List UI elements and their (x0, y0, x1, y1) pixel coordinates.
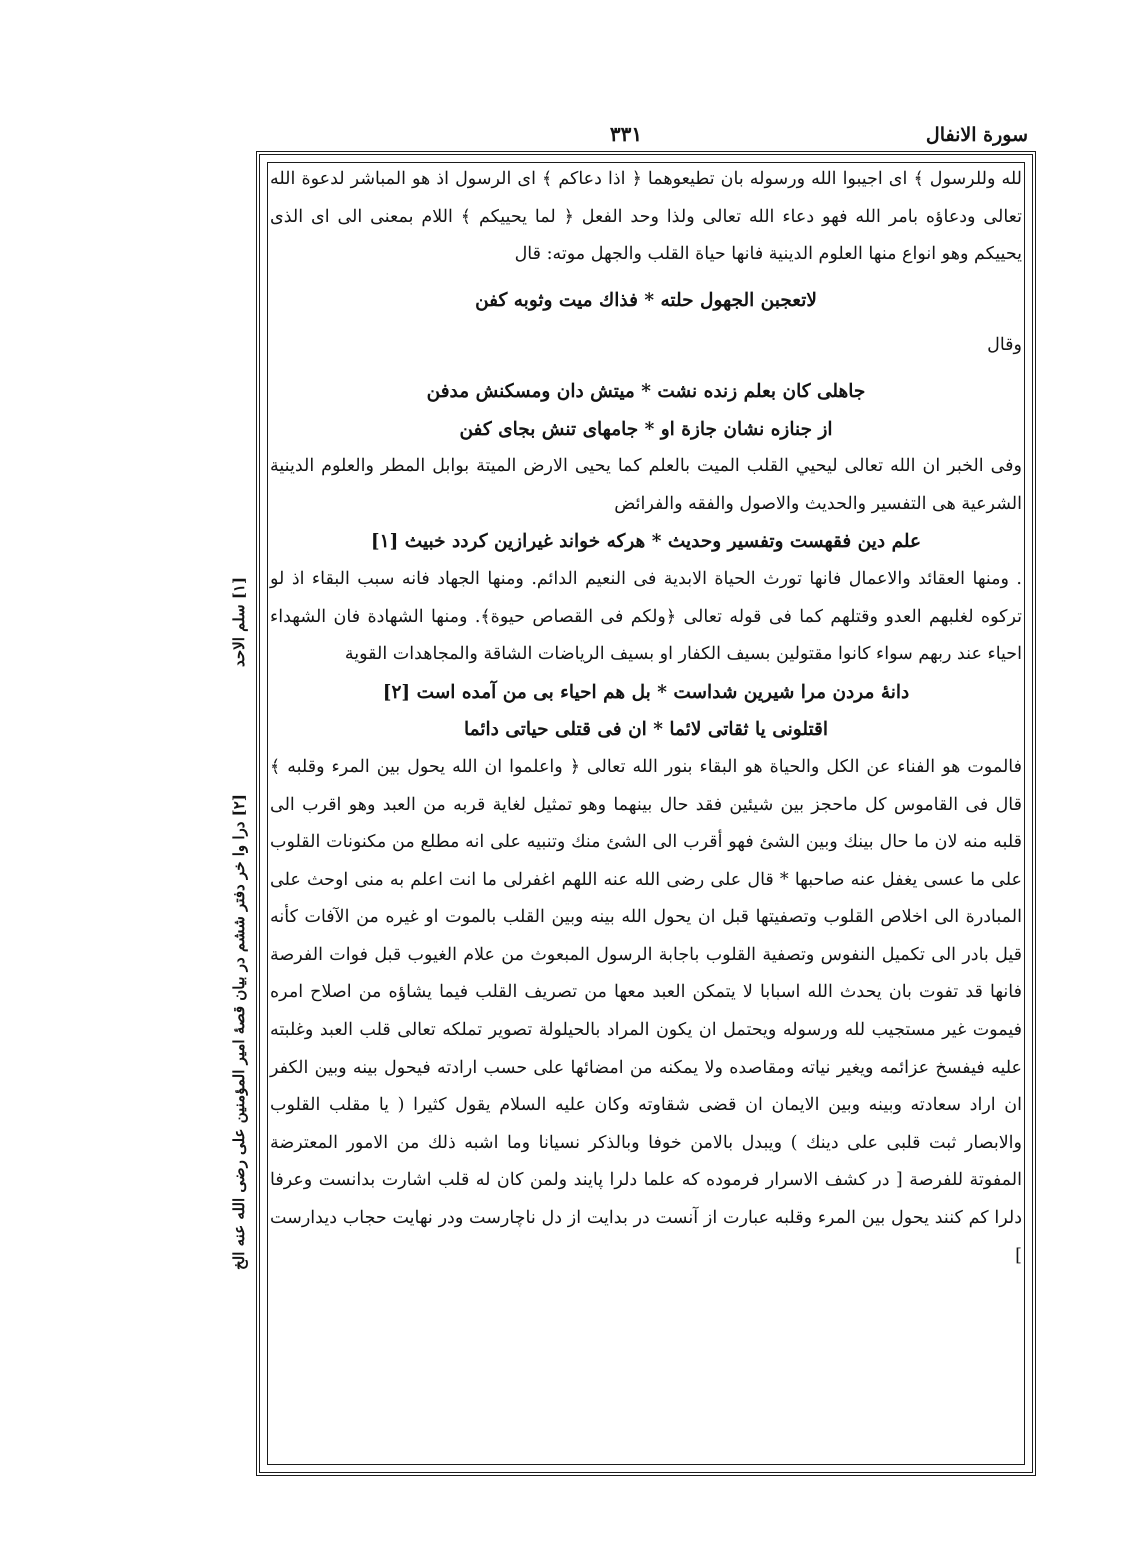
verse-2a: جاهلى كان بعلم زنده نشت * ميتش دان ومسكنش مدفن (426, 380, 866, 402)
running-title: سورة الانفال (925, 124, 1028, 146)
verse-1: لاتعجبن الجهول حلته * فذاك ميت وثوبه كفن (475, 289, 817, 311)
margin-note-1: [۱] سلم الاحد (230, 576, 248, 667)
paragraph-2: وفى الخبر ان الله تعالى ليحيي القلب الميت بالعلم كما يحيى الارض الميتة بوابل المطر والعلوم الدينية الشرعية هى التفسير والحديث والاصول والفقه والفرائض (270, 456, 1022, 514)
paragraph-wa-qala: وقال (987, 335, 1022, 356)
paragraph-4: فالموت هو الفناء عن الكل والحياة هو البقاء بنور الله تعالى ﴿ واعلموا ان الله يحول بين المرء وقلبه ﴾ قال فى القاموس كل ماحجز بين شيئين فقد حال بينهما وهو تمثيل لغاية قربه من العبد وهو اقرب الى قلبه منه لان ما حال بينك وبين الشئ فهو أقرب الى الشئ منك وتنبيه على انه مطلع من مكنونات القلوب على ما عسى يغفل عنه صاحبها * قال على رضى الله عنه اللهم اغفرلى ما انت اعلم به منى اوحث على المبادرة الى اخلاص القلوب وتصفيتها قبل ان يحول الله بينه وبين القلب بالموت او غيره من الآفات كأنه قيل بادر الى تكميل النفوس وتصفية القلوب باجابة الرسول المبعوث من علام الغيوب قبل فوات الفرصة فانها قد تفوت بان يحدث الله اسبابا لا يتمكن العبد معها من تصريف القلب فيما يشاؤه من اصلاح امره فيموت غير مستجيب لله ورسوله ويحتمل ان يكون المراد بالحيلولة تصوير تملكه تعالى قلب العبد وغلبته عليه فيفسخ عزائمه ويغير نياته ومقاصده ولا يمكنه من امضائها على حسب ارادته فيحول بينه وبين الكفر ان اراد سعادته وبينه وبين الايمان ان قضى شقاوته وكان عليه السلام يقول كثيرا ( يا مقلب القلوب والابصار ثبت قلبى على دينك ) ويبدل بالامن خوفا وبالذكر نسيانا وما اشبه ذلك من الامور المعترضة المفوتة للفرصة [ در كشف الاسرار فرموده كه علما دلرا پايند ولمن كان له قلب اشارت بدانست وعرفا دلرا كم كنند يحول بين المرء وقلبه عبارت از آنست در بدايت از دل ناچارست ودر نهايت حجاب ديدارست ] (270, 756, 1022, 1266)
margin-notes (224, 555, 258, 1275)
paragraph-3: . ومنها العقائد والاعمال فانها تورث الحياة الابدية فى النعيم الدائم. ومنها الجهاد فانه سبب البقاء اذ لو تركوه لغلبهم العدو وقتلهم كما فى قوله تعالى ﴿ولكم فى القصاص حيوة﴾. ومنها الشهادة فان الشهداء احياء عند ربهم سواء كانوا مقتولين بسيف الكفار او بسيف الرياضات الشاقة والمجاهدات القوية (270, 568, 1022, 665)
verse-3: علم دين فقهست وتفسير وحديث * هركه خواند غيرازين كردد خبيث [۱] (370, 531, 922, 553)
verse-4b: اقتلونى يا ثقاتى لائما * ان فى قتلى حياتى دائما (463, 719, 829, 741)
verse-2b: از جنازه نشان جازة او * جامهاى تنش بجاى كفن (459, 418, 833, 440)
paragraph-1: لله وللرسول ﴾ اى اجيبوا الله ورسوله بان تطيعوهما ﴿ اذا دعاكم ﴾ اى الرسول اذ هو المباشر لدعوة الله تعالى ودعاؤه بامر الله فهو دعاء الله تعالى ولذا وحد الفعل ﴿ لما يحييكم ﴾ اللام بمعنى الى اى الذى يحييكم وهو انواع منها العلوم الدينية فانها حياة القلب والجهل موته: قال (270, 169, 1022, 265)
page-number: ۳۳۱ (609, 122, 643, 146)
verse-4a: دانهٔ مردن مرا شيرين شداست * بل هم احياء بى من آمده است [۲] (382, 681, 910, 703)
running-head (258, 118, 1028, 152)
page-body (270, 161, 1022, 1275)
margin-note-2: [۲] درا وا خر دفتر ششم در بيان قصهٔ امير المؤمنين على رضى الله عنه الخ (230, 794, 248, 1270)
